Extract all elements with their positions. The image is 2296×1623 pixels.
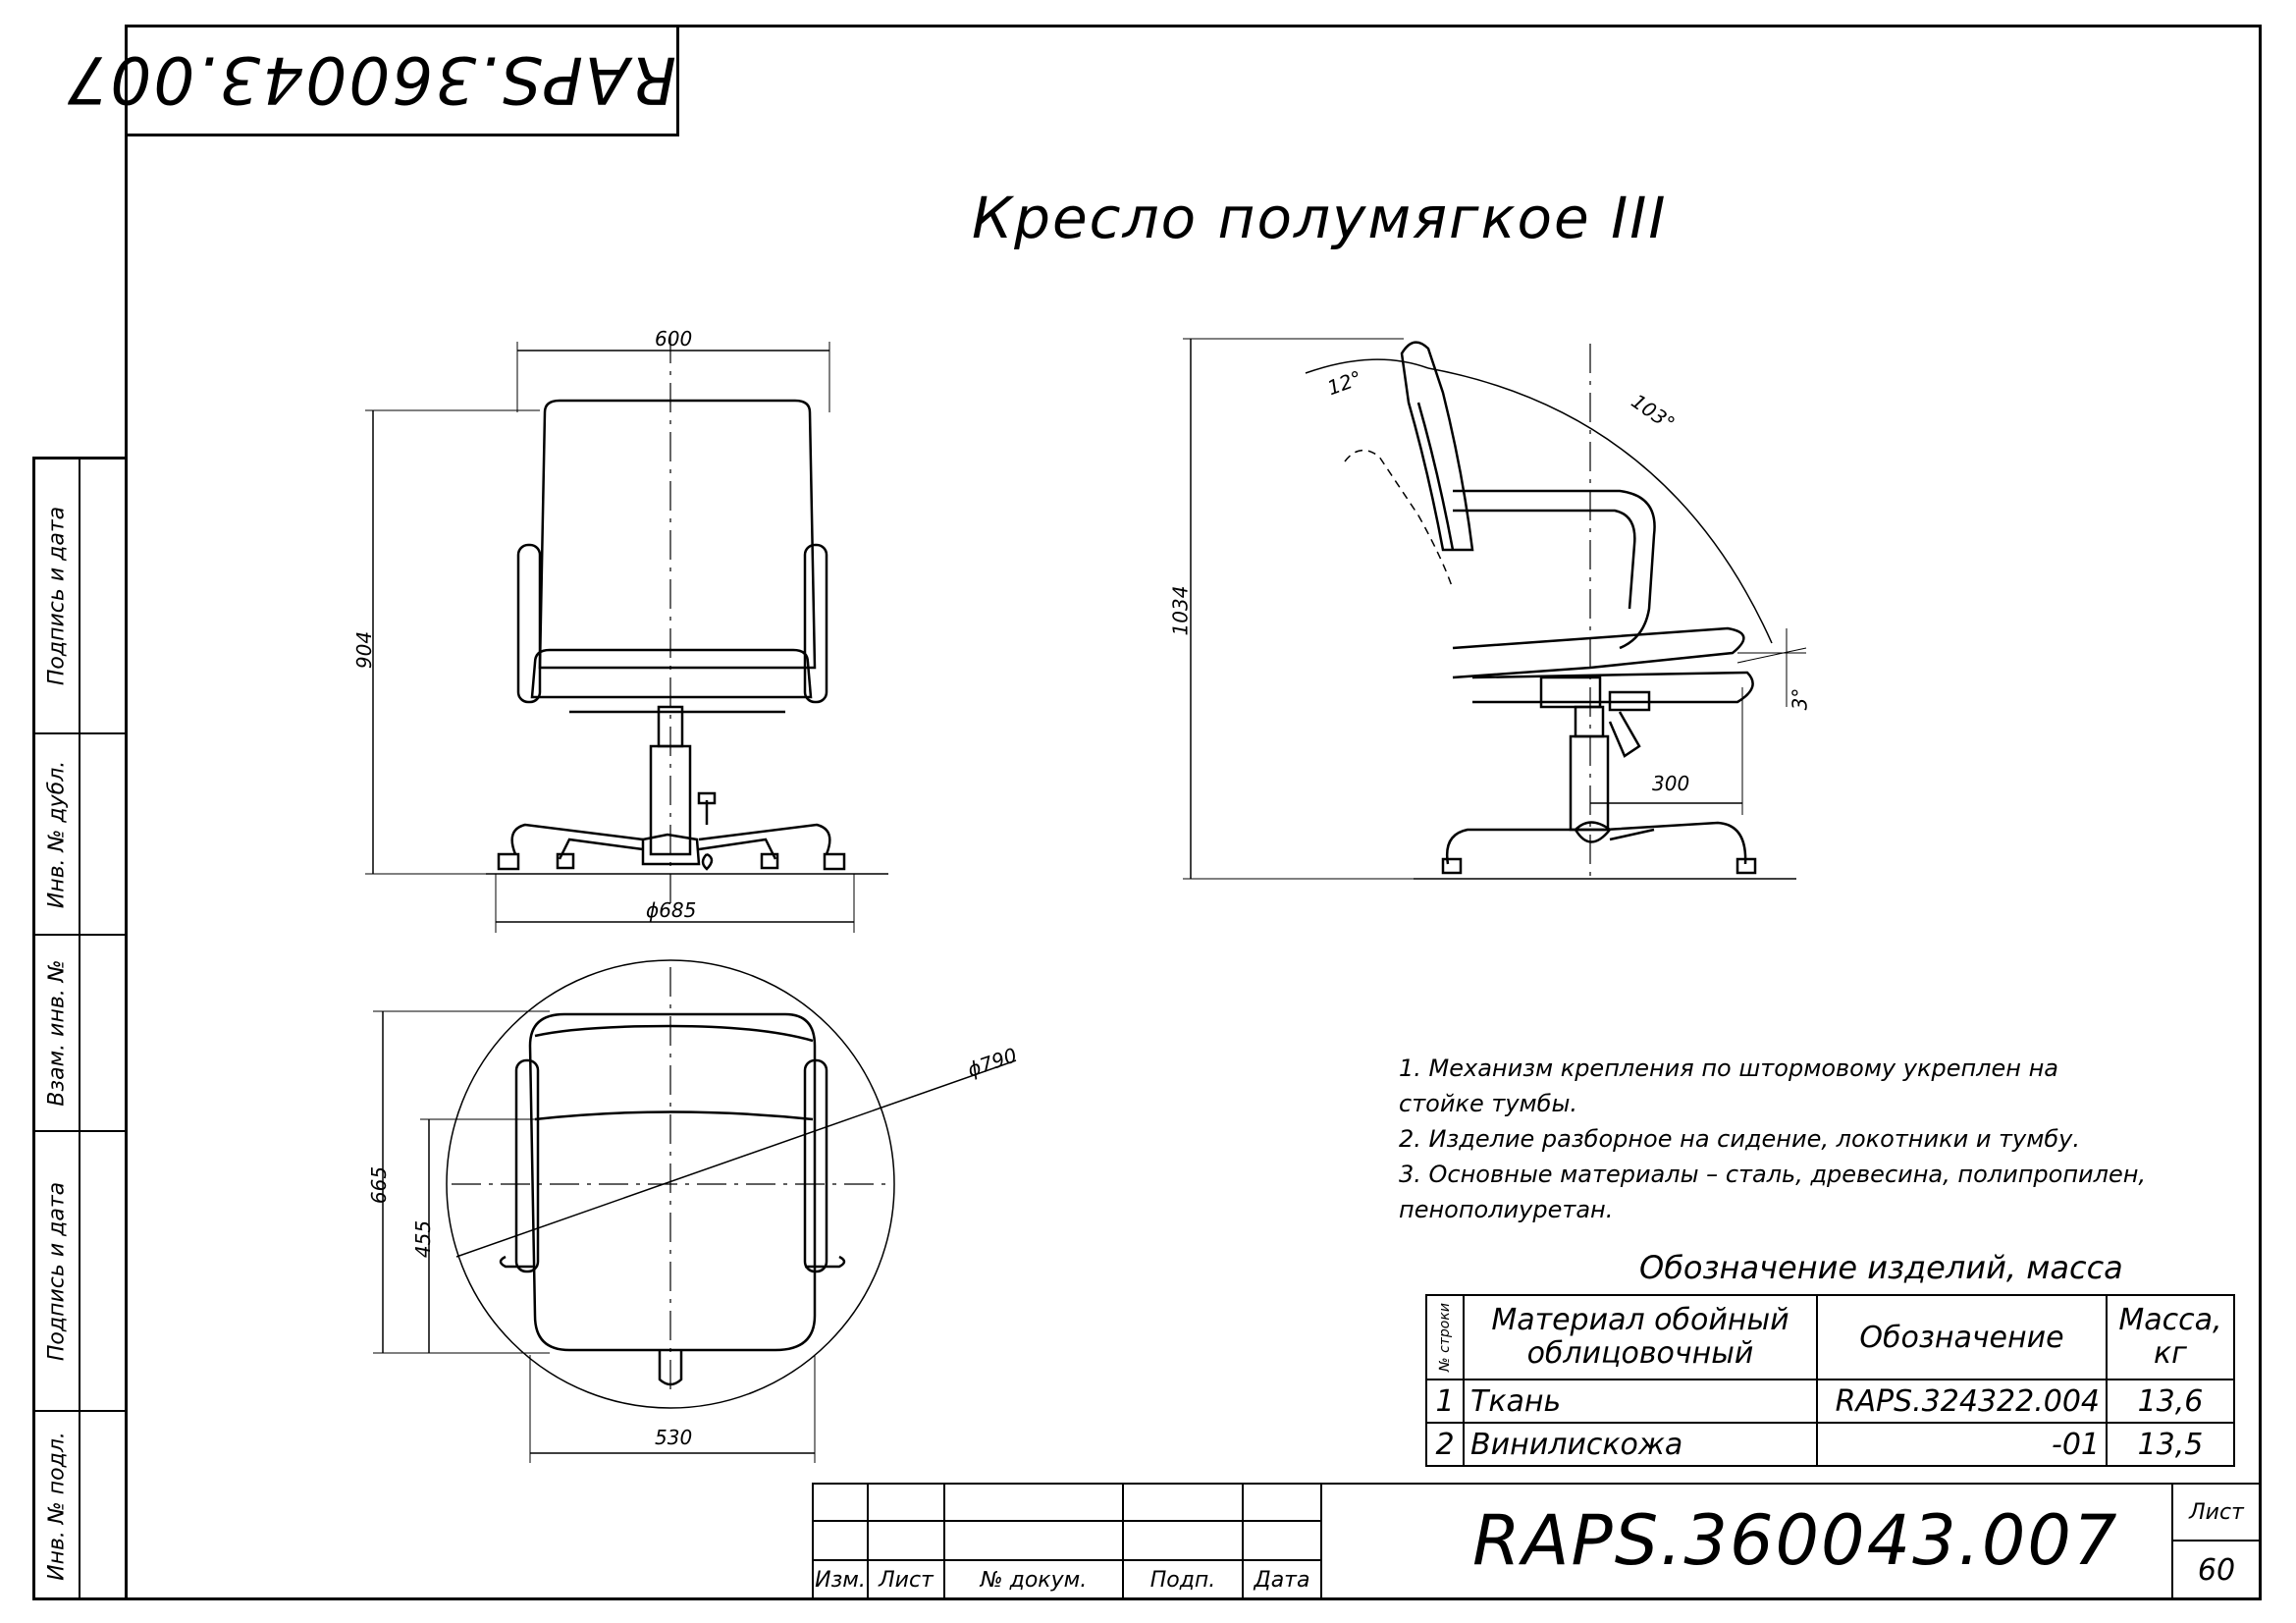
dim-side-depth: 300	[1652, 772, 1690, 795]
spec-header-mass: Масса, кг	[2107, 1295, 2234, 1380]
spec-row-material: Винилискожа	[1464, 1423, 1817, 1466]
dim-side-height: 1034	[1168, 585, 1193, 636]
tb-sheet-number: 60	[2171, 1540, 2262, 1600]
spec-header-designation: Обозначение	[1817, 1295, 2107, 1380]
tb-list: Лист	[867, 1559, 945, 1600]
dim-plan-seat: 455	[411, 1219, 436, 1259]
tb-cell	[943, 1520, 1124, 1561]
tb-cell	[943, 1483, 1124, 1522]
table-row	[1426, 1380, 2234, 1423]
tb-cell	[1122, 1483, 1244, 1522]
dim-angle-seat: 3°	[1788, 687, 1812, 711]
tb-cell	[812, 1483, 869, 1522]
side-view	[1183, 339, 1806, 884]
top-code-text: RAPS.360043.007	[65, 41, 676, 117]
spec-header-material: Материал обойный облицовочный	[1464, 1295, 1817, 1380]
spec-row-mass: 13,5	[2107, 1423, 2234, 1466]
tb-cell	[1122, 1520, 1244, 1561]
tb-doc-no: № докум.	[943, 1559, 1124, 1600]
side-label-2: Инв. № дубл.	[44, 760, 70, 908]
spec-row-no: 1	[1426, 1380, 1464, 1423]
dim-plan-diameter: ϕ790	[964, 1043, 1020, 1082]
spec-row-designation: RAPS.324322.004	[1817, 1380, 2107, 1423]
note-line: 1. Механизм крепления по штормовому укреплен на	[1399, 1055, 2058, 1082]
front-view	[365, 334, 888, 933]
note-line: стойке тумбы.	[1399, 1090, 1578, 1117]
dim-front-base: ϕ685	[646, 898, 697, 922]
tb-cell	[867, 1483, 945, 1522]
note-line: пенополиуретан.	[1399, 1196, 1614, 1223]
tb-date: Дата	[1242, 1559, 1322, 1600]
dim-plan-width: 530	[655, 1426, 693, 1449]
plan-view	[373, 960, 1016, 1463]
drawing-code: RAPS.360043.007	[1472, 1500, 2119, 1581]
dim-plan-depth: 665	[367, 1165, 392, 1205]
spec-row-designation: -01	[1817, 1423, 2107, 1466]
dim-front-width: 600	[655, 327, 693, 351]
spec-row-material: Ткань	[1464, 1380, 1817, 1423]
spec-header-no: № строки	[1426, 1295, 1464, 1380]
tb-cell	[867, 1520, 945, 1561]
tb-cell	[1242, 1520, 1322, 1561]
drawing-title: Кресло полумягкое III	[972, 185, 1668, 251]
side-label-1: Подпись и дата	[44, 506, 70, 686]
tb-sign: Подп.	[1122, 1559, 1244, 1600]
note-line: 2. Изделие разборное на сидение, локотники и тумбу.	[1399, 1125, 2080, 1153]
side-label-4: Подпись и дата	[44, 1181, 70, 1361]
tb-sheet-label: Лист	[2171, 1483, 2262, 1542]
dim-angle-recline: 12°	[1323, 365, 1365, 401]
notes	[1399, 1051, 2146, 1227]
side-label-5: Инв. № подл.	[44, 1432, 70, 1581]
tb-cell	[812, 1520, 869, 1561]
dim-front-height: 904	[352, 630, 377, 670]
note-line: 3. Основные материалы – сталь, древесина, полипропилен,	[1399, 1161, 2147, 1188]
spec-row-no: 2	[1426, 1423, 1464, 1466]
dim-angle-back: 103°	[1627, 389, 1680, 436]
spec-table-caption: Обозначение изделий, масса	[1639, 1249, 2123, 1286]
side-label-3: Взам. инв. №	[44, 959, 70, 1107]
table-row	[1426, 1423, 2234, 1466]
tb-cell	[1242, 1483, 1322, 1522]
tb-izm: Изм.	[812, 1559, 869, 1600]
spec-row-mass: 13,6	[2107, 1380, 2234, 1423]
spec-table	[1425, 1294, 2235, 1467]
